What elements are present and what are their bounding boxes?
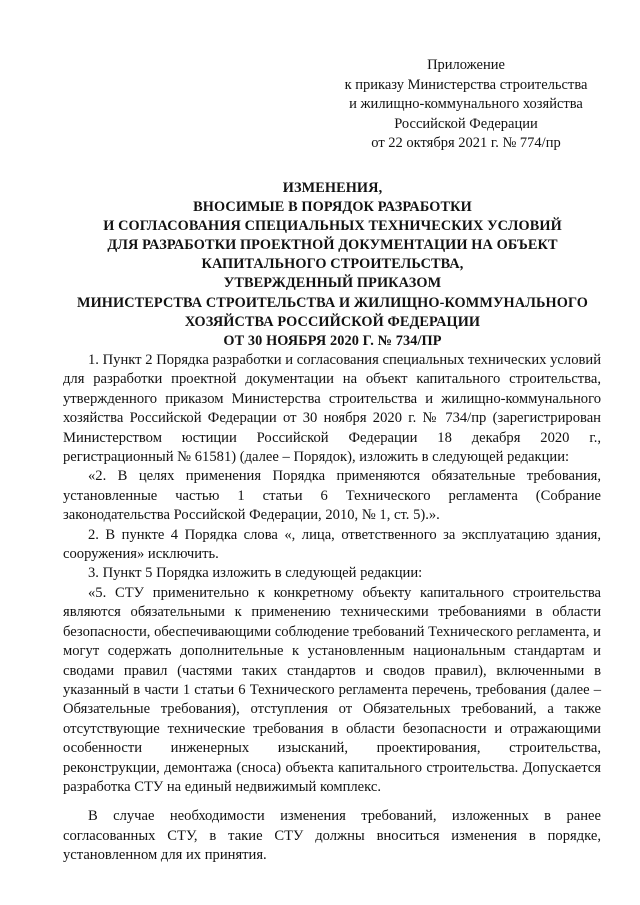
- appendix-order-date: от 22 октября 2021 г. № 774/пр: [371, 135, 561, 152]
- title-line: ХОЗЯЙСТВА РОССИЙСКОЙ ФЕДЕРАЦИИ: [184, 313, 481, 330]
- document-body: [63, 351, 601, 866]
- paragraph-item-1: 1. Пункт 2 Порядка разработки и согласования специальных технических условий для разработки проектной документации на объект капитального строительства, утвержденного приказом Министерства строительства и жилищно-коммунального хозяйства Российской Федерации от 30 ноября 2020 г. № 734/пр (зарегистрирован Министерством юстиции Российской Федерации 18 декабря 2020 г., регистрационный № 61581) (далее – Порядок), изложить в следующей редакции:: [63, 352, 601, 466]
- title-line: МИНИСТЕРСТВА СТРОИТЕЛЬСТВА И ЖИЛИЩНО-КОММУНАЛЬНОГО: [76, 294, 589, 311]
- title-line: ОТ 30 НОЯБРЯ 2020 Г. № 734/ПР: [223, 332, 442, 349]
- appendix-block: [330, 56, 602, 154]
- paragraph-item-3: 3. Пункт 5 Порядка изложить в следующей редакции:: [88, 565, 423, 582]
- title-line: УТВЕРЖДЕННЫЙ ПРИКАЗОМ: [223, 275, 442, 292]
- paragraph-quote-2: «2. В целях применения Порядка применяются обязательные требования, установленные частью 1 статьи 6 Технического регламента (Собрание законодательства Российской Федерации, 2010, № 1, ст. 5).».: [63, 468, 601, 524]
- title-line: КАПИТАЛЬНОГО СТРОИТЕЛЬСТВА,: [201, 256, 464, 273]
- paragraph-item-2: 2. В пункте 4 Порядка слова «, лица, ответственного за эксплуатацию здания, сооружения» исключить.: [63, 526, 601, 563]
- title-line: ДЛЯ РАЗРАБОТКИ ПРОЕКТНОЙ ДОКУМЕНТАЦИИ НА ОБЪЕКТ: [107, 237, 558, 254]
- document-title: [40, 179, 625, 351]
- paragraph-amendment-note: В случае необходимости изменения требований, изложенных в ранее согласованных СТУ, в такие СТУ должны вноситься изменения в порядке, установленном для их принятия.: [63, 808, 601, 864]
- appendix-country: Российской Федерации: [394, 115, 538, 132]
- title-line: ВНОСИМЫЕ В ПОРЯДОК РАЗРАБОТКИ: [193, 199, 472, 216]
- title-line: ИЗМЕНЕНИЯ,: [282, 180, 383, 196]
- paragraph-quote-5: «5. СТУ применительно к конкретному объекту капитального строительства являются обязательными к применению техническими требованиями в области безопасности, обеспечивающими соблюдение требований Технического регламента, и могут содержать дополнительные к установленным национальным стандартам и сводами правил (частями таких стандартов и сводов правил), включенными в указанный в части 1 статьи 6 Технического регламента перечень, требования (далее – Обязательные требования), отступления от Обязательных требований, а также отсутствующие технические требования в области безопасности и отражающими особенности инженерных изысканий, проектирования, строительства, реконструкции, демонтажа (сноса) объекта капитального строительства. Допускается разработка СТУ на единый недвижимый комплекс.: [63, 584, 601, 795]
- appendix-order-ref: к приказу Министерства строительства: [344, 76, 588, 93]
- title-line: И СОГЛАСОВАНИЯ СПЕЦИАЛЬНЫХ ТЕХНИЧЕСКИХ УСЛОВИЙ: [103, 218, 562, 235]
- appendix-ministry: и жилищно-коммунального хозяйства: [349, 96, 583, 113]
- appendix-label: Приложение: [427, 57, 505, 73]
